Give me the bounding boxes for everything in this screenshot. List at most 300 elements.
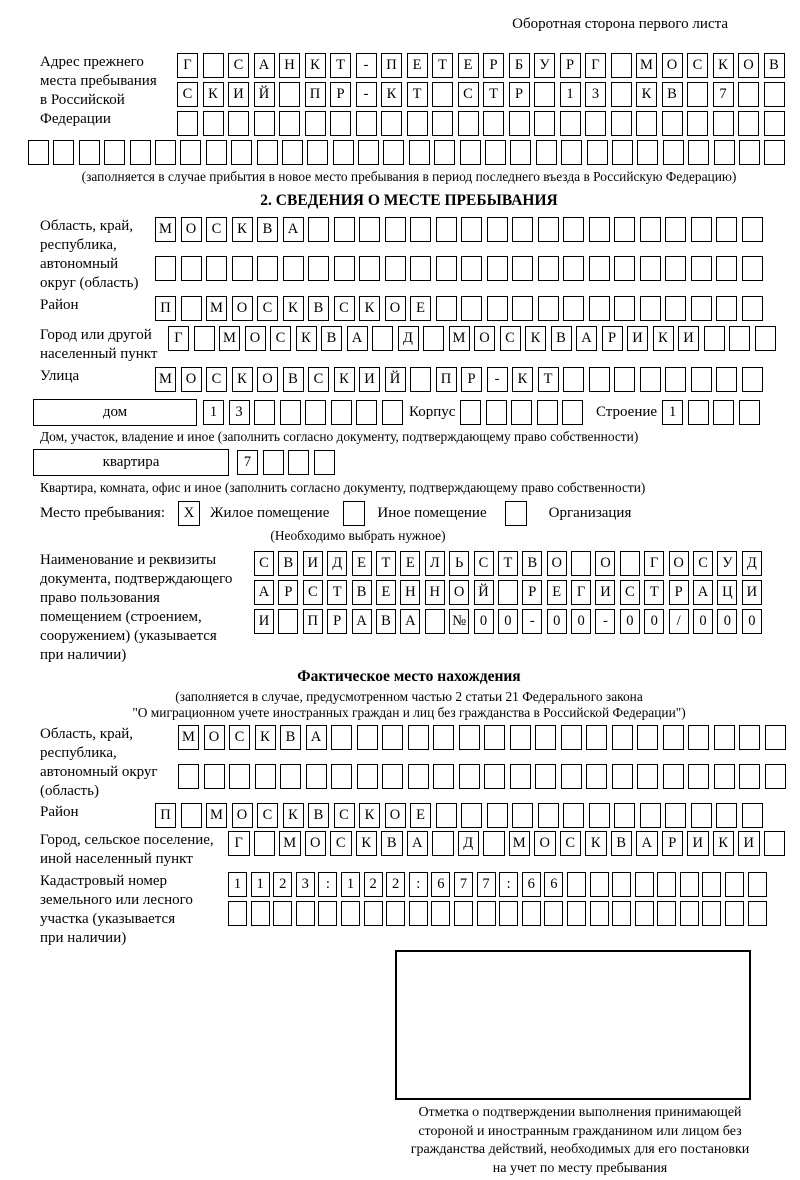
char-box[interactable]: 6 bbox=[522, 872, 541, 897]
char-box[interactable] bbox=[691, 296, 712, 321]
char-box[interactable] bbox=[314, 450, 335, 475]
char-box[interactable]: Г bbox=[228, 831, 250, 856]
char-box[interactable]: О bbox=[662, 53, 683, 78]
char-box[interactable] bbox=[691, 217, 712, 242]
char-box[interactable] bbox=[278, 609, 298, 634]
char-box[interactable]: Д bbox=[458, 831, 480, 856]
char-box[interactable] bbox=[688, 400, 709, 425]
char-box[interactable]: О bbox=[449, 580, 469, 605]
char-box[interactable] bbox=[423, 326, 444, 351]
char-box[interactable] bbox=[590, 872, 609, 897]
char-box[interactable]: Р bbox=[522, 580, 542, 605]
char-box[interactable] bbox=[538, 256, 559, 281]
char-box[interactable] bbox=[713, 111, 734, 136]
char-box[interactable] bbox=[333, 140, 354, 165]
char-box[interactable] bbox=[563, 217, 584, 242]
char-box[interactable] bbox=[716, 296, 737, 321]
char-box[interactable]: А bbox=[283, 217, 304, 242]
char-box[interactable] bbox=[511, 400, 532, 425]
char-box[interactable] bbox=[306, 764, 327, 789]
char-box[interactable] bbox=[296, 901, 315, 926]
char-box[interactable]: М bbox=[509, 831, 531, 856]
char-box[interactable]: Г bbox=[644, 551, 664, 576]
char-box[interactable] bbox=[410, 217, 431, 242]
char-box[interactable]: С bbox=[254, 551, 274, 576]
char-box[interactable]: Е bbox=[376, 580, 396, 605]
region-row-1[interactable] bbox=[155, 217, 767, 242]
char-box[interactable]: Д bbox=[742, 551, 762, 576]
char-box[interactable] bbox=[433, 725, 454, 750]
char-box[interactable] bbox=[273, 901, 292, 926]
char-box[interactable] bbox=[282, 140, 303, 165]
checkbox-other-premises[interactable] bbox=[343, 501, 365, 526]
char-box[interactable] bbox=[612, 901, 631, 926]
char-box[interactable]: Р bbox=[461, 367, 482, 392]
char-box[interactable]: 7 bbox=[713, 82, 734, 107]
char-box[interactable] bbox=[665, 217, 686, 242]
char-box[interactable] bbox=[458, 111, 479, 136]
char-box[interactable] bbox=[510, 764, 531, 789]
char-box[interactable] bbox=[330, 111, 351, 136]
char-box[interactable]: И bbox=[738, 831, 760, 856]
char-box[interactable] bbox=[534, 111, 555, 136]
char-box[interactable] bbox=[512, 296, 533, 321]
char-box[interactable]: Й bbox=[474, 580, 494, 605]
char-box[interactable]: - bbox=[356, 53, 377, 78]
char-box[interactable] bbox=[764, 831, 786, 856]
char-box[interactable] bbox=[702, 872, 721, 897]
cadastral-row-2[interactable] bbox=[228, 901, 770, 926]
char-box[interactable] bbox=[663, 140, 684, 165]
char-box[interactable] bbox=[231, 140, 252, 165]
char-box[interactable]: В bbox=[611, 831, 633, 856]
char-box[interactable] bbox=[563, 803, 584, 828]
char-box[interactable] bbox=[255, 764, 276, 789]
char-box[interactable] bbox=[254, 111, 275, 136]
char-box[interactable] bbox=[537, 400, 558, 425]
char-box[interactable]: О bbox=[385, 296, 406, 321]
char-box[interactable]: О bbox=[738, 53, 759, 78]
char-box[interactable] bbox=[410, 367, 431, 392]
char-box[interactable] bbox=[487, 296, 508, 321]
char-box[interactable] bbox=[331, 725, 352, 750]
char-box[interactable]: О bbox=[474, 326, 495, 351]
char-box[interactable] bbox=[663, 764, 684, 789]
char-box[interactable] bbox=[382, 400, 403, 425]
char-box[interactable] bbox=[739, 140, 760, 165]
cadastral-row-1[interactable] bbox=[228, 872, 770, 897]
char-box[interactable] bbox=[640, 367, 661, 392]
char-box[interactable]: К bbox=[525, 326, 546, 351]
char-box[interactable] bbox=[460, 140, 481, 165]
char-box[interactable]: А bbox=[693, 580, 713, 605]
char-box[interactable] bbox=[180, 140, 201, 165]
char-box[interactable] bbox=[636, 111, 657, 136]
char-box[interactable] bbox=[640, 256, 661, 281]
char-box[interactable]: : bbox=[409, 872, 428, 897]
char-box[interactable] bbox=[716, 803, 737, 828]
char-box[interactable] bbox=[483, 111, 504, 136]
char-box[interactable]: Р bbox=[278, 580, 298, 605]
char-box[interactable] bbox=[611, 82, 632, 107]
char-box[interactable]: Р bbox=[327, 609, 347, 634]
char-box[interactable] bbox=[640, 217, 661, 242]
char-box[interactable] bbox=[410, 256, 431, 281]
char-box[interactable]: С bbox=[330, 831, 352, 856]
char-box[interactable] bbox=[713, 400, 734, 425]
char-box[interactable] bbox=[305, 400, 326, 425]
char-box[interactable] bbox=[382, 764, 403, 789]
char-box[interactable] bbox=[637, 764, 658, 789]
char-box[interactable]: О bbox=[595, 551, 615, 576]
char-box[interactable]: А bbox=[576, 326, 597, 351]
char-box[interactable]: О bbox=[232, 296, 253, 321]
char-box[interactable] bbox=[356, 400, 377, 425]
char-box[interactable] bbox=[567, 901, 586, 926]
char-box[interactable]: М bbox=[155, 367, 176, 392]
char-box[interactable] bbox=[589, 367, 610, 392]
char-box[interactable] bbox=[357, 725, 378, 750]
prev-address-row-4[interactable] bbox=[28, 140, 790, 165]
char-box[interactable]: А bbox=[306, 725, 327, 750]
char-box[interactable]: П bbox=[305, 82, 326, 107]
char-box[interactable]: О bbox=[232, 803, 253, 828]
char-box[interactable]: А bbox=[352, 609, 372, 634]
char-box[interactable] bbox=[729, 326, 750, 351]
char-box[interactable]: П bbox=[303, 609, 323, 634]
char-box[interactable]: Е bbox=[352, 551, 372, 576]
char-box[interactable]: 0 bbox=[571, 609, 591, 634]
char-box[interactable]: К bbox=[334, 367, 355, 392]
char-box[interactable] bbox=[386, 901, 405, 926]
char-box[interactable] bbox=[308, 256, 329, 281]
char-box[interactable]: А bbox=[407, 831, 429, 856]
korpus-row[interactable] bbox=[460, 400, 588, 425]
char-box[interactable]: В bbox=[283, 367, 304, 392]
char-box[interactable] bbox=[461, 803, 482, 828]
district-row[interactable] bbox=[155, 296, 767, 321]
char-box[interactable]: П bbox=[436, 367, 457, 392]
char-box[interactable] bbox=[586, 725, 607, 750]
char-box[interactable]: 1 bbox=[228, 872, 247, 897]
char-box[interactable]: В bbox=[551, 326, 572, 351]
char-box[interactable]: М bbox=[155, 217, 176, 242]
char-box[interactable]: М bbox=[219, 326, 240, 351]
char-box[interactable]: Г bbox=[177, 53, 198, 78]
char-box[interactable]: Ь bbox=[449, 551, 469, 576]
char-box[interactable]: И bbox=[742, 580, 762, 605]
street-row[interactable] bbox=[155, 367, 767, 392]
char-box[interactable] bbox=[614, 803, 635, 828]
char-box[interactable]: Г bbox=[168, 326, 189, 351]
char-box[interactable] bbox=[382, 725, 403, 750]
char-box[interactable]: У bbox=[534, 53, 555, 78]
char-box[interactable] bbox=[409, 140, 430, 165]
char-box[interactable]: Т bbox=[498, 551, 518, 576]
char-box[interactable]: О bbox=[181, 367, 202, 392]
char-box[interactable]: О bbox=[245, 326, 266, 351]
char-box[interactable] bbox=[280, 764, 301, 789]
char-box[interactable]: - bbox=[595, 609, 615, 634]
char-box[interactable] bbox=[334, 256, 355, 281]
char-box[interactable]: Е bbox=[458, 53, 479, 78]
char-box[interactable] bbox=[283, 256, 304, 281]
char-box[interactable]: О bbox=[204, 725, 225, 750]
char-box[interactable] bbox=[742, 296, 763, 321]
checkbox-residential[interactable]: X bbox=[178, 501, 200, 526]
char-box[interactable]: С bbox=[177, 82, 198, 107]
char-box[interactable]: К bbox=[296, 326, 317, 351]
char-box[interactable]: М bbox=[636, 53, 657, 78]
char-box[interactable] bbox=[436, 296, 457, 321]
char-box[interactable]: Н bbox=[400, 580, 420, 605]
char-box[interactable] bbox=[408, 764, 429, 789]
char-box[interactable] bbox=[612, 140, 633, 165]
char-box[interactable]: В bbox=[308, 803, 329, 828]
region-row-2[interactable] bbox=[155, 256, 767, 281]
char-box[interactable]: У bbox=[717, 551, 737, 576]
char-box[interactable]: О bbox=[385, 803, 406, 828]
char-box[interactable]: № bbox=[449, 609, 469, 634]
char-box[interactable]: К bbox=[283, 803, 304, 828]
char-box[interactable] bbox=[341, 901, 360, 926]
char-box[interactable]: Д bbox=[327, 551, 347, 576]
char-box[interactable]: К bbox=[359, 803, 380, 828]
char-box[interactable]: К bbox=[255, 725, 276, 750]
char-box[interactable] bbox=[589, 256, 610, 281]
char-box[interactable]: С bbox=[308, 367, 329, 392]
char-box[interactable]: И bbox=[687, 831, 709, 856]
char-box[interactable] bbox=[425, 609, 445, 634]
char-box[interactable] bbox=[257, 140, 278, 165]
char-box[interactable]: М bbox=[279, 831, 301, 856]
char-box[interactable] bbox=[356, 111, 377, 136]
char-box[interactable] bbox=[177, 111, 198, 136]
char-box[interactable] bbox=[512, 217, 533, 242]
char-box[interactable] bbox=[459, 764, 480, 789]
char-box[interactable] bbox=[130, 140, 151, 165]
char-box[interactable] bbox=[714, 725, 735, 750]
char-box[interactable] bbox=[254, 831, 276, 856]
char-box[interactable] bbox=[436, 256, 457, 281]
char-box[interactable] bbox=[614, 367, 635, 392]
char-box[interactable]: Т bbox=[538, 367, 559, 392]
char-box[interactable] bbox=[104, 140, 125, 165]
char-box[interactable]: В bbox=[376, 609, 396, 634]
city-row[interactable] bbox=[168, 326, 780, 351]
char-box[interactable]: 6 bbox=[431, 872, 450, 897]
char-box[interactable] bbox=[702, 901, 721, 926]
char-box[interactable] bbox=[512, 256, 533, 281]
char-box[interactable]: 0 bbox=[644, 609, 664, 634]
char-box[interactable] bbox=[748, 901, 767, 926]
char-box[interactable]: С bbox=[228, 53, 249, 78]
char-box[interactable] bbox=[725, 872, 744, 897]
char-box[interactable]: К bbox=[381, 82, 402, 107]
char-box[interactable] bbox=[232, 256, 253, 281]
char-box[interactable] bbox=[563, 367, 584, 392]
char-box[interactable]: О bbox=[257, 367, 278, 392]
char-box[interactable] bbox=[589, 217, 610, 242]
char-box[interactable]: 0 bbox=[620, 609, 640, 634]
char-box[interactable] bbox=[563, 296, 584, 321]
char-box[interactable]: 2 bbox=[364, 872, 383, 897]
char-box[interactable]: 6 bbox=[544, 872, 563, 897]
char-box[interactable] bbox=[687, 82, 708, 107]
char-box[interactable]: Т bbox=[330, 53, 351, 78]
char-box[interactable] bbox=[79, 140, 100, 165]
char-box[interactable]: 0 bbox=[474, 609, 494, 634]
char-box[interactable]: П bbox=[155, 803, 176, 828]
char-box[interactable]: К bbox=[585, 831, 607, 856]
char-box[interactable]: 3 bbox=[585, 82, 606, 107]
char-box[interactable] bbox=[611, 111, 632, 136]
char-box[interactable] bbox=[742, 367, 763, 392]
char-box[interactable]: С bbox=[560, 831, 582, 856]
char-box[interactable] bbox=[562, 400, 583, 425]
char-box[interactable]: 7 bbox=[454, 872, 473, 897]
char-box[interactable] bbox=[590, 901, 609, 926]
char-box[interactable]: Т bbox=[376, 551, 396, 576]
char-box[interactable] bbox=[765, 764, 786, 789]
char-box[interactable] bbox=[509, 111, 530, 136]
char-box[interactable] bbox=[433, 764, 454, 789]
char-box[interactable]: Й bbox=[385, 367, 406, 392]
char-box[interactable]: С bbox=[270, 326, 291, 351]
char-box[interactable] bbox=[436, 803, 457, 828]
char-box[interactable] bbox=[536, 140, 557, 165]
char-box[interactable]: 2 bbox=[273, 872, 292, 897]
char-box[interactable] bbox=[587, 140, 608, 165]
char-box[interactable] bbox=[612, 725, 633, 750]
char-box[interactable]: Д bbox=[398, 326, 419, 351]
al-city-row[interactable] bbox=[228, 831, 789, 856]
char-box[interactable] bbox=[359, 217, 380, 242]
char-box[interactable] bbox=[688, 764, 709, 789]
char-box[interactable]: М bbox=[449, 326, 470, 351]
char-box[interactable] bbox=[535, 764, 556, 789]
char-box[interactable]: И bbox=[595, 580, 615, 605]
char-box[interactable] bbox=[589, 803, 610, 828]
char-box[interactable] bbox=[203, 53, 224, 78]
char-box[interactable]: В bbox=[764, 53, 785, 78]
char-box[interactable]: К bbox=[636, 82, 657, 107]
char-box[interactable] bbox=[487, 256, 508, 281]
prev-address-row-2[interactable] bbox=[177, 82, 789, 107]
char-box[interactable] bbox=[381, 111, 402, 136]
char-box[interactable] bbox=[178, 764, 199, 789]
char-box[interactable] bbox=[665, 256, 686, 281]
char-box[interactable] bbox=[704, 326, 725, 351]
char-box[interactable]: 0 bbox=[717, 609, 737, 634]
char-box[interactable]: 0 bbox=[498, 609, 518, 634]
char-box[interactable]: Г bbox=[571, 580, 591, 605]
char-box[interactable] bbox=[586, 764, 607, 789]
char-box[interactable] bbox=[461, 217, 482, 242]
char-box[interactable] bbox=[567, 872, 586, 897]
char-box[interactable] bbox=[280, 400, 301, 425]
char-box[interactable] bbox=[487, 217, 508, 242]
char-box[interactable]: Е bbox=[410, 803, 431, 828]
char-box[interactable] bbox=[657, 901, 676, 926]
char-box[interactable]: А bbox=[254, 580, 274, 605]
char-box[interactable] bbox=[691, 256, 712, 281]
char-box[interactable]: К bbox=[232, 217, 253, 242]
char-box[interactable] bbox=[538, 296, 559, 321]
char-box[interactable]: В bbox=[662, 82, 683, 107]
char-box[interactable] bbox=[510, 725, 531, 750]
char-box[interactable] bbox=[279, 111, 300, 136]
char-box[interactable] bbox=[434, 140, 455, 165]
char-box[interactable]: А bbox=[254, 53, 275, 78]
char-box[interactable]: В bbox=[381, 831, 403, 856]
char-box[interactable]: Р bbox=[662, 831, 684, 856]
char-box[interactable] bbox=[454, 901, 473, 926]
char-box[interactable]: В bbox=[280, 725, 301, 750]
char-box[interactable] bbox=[538, 217, 559, 242]
prev-address-row-1[interactable] bbox=[177, 53, 789, 78]
char-box[interactable]: - bbox=[356, 82, 377, 107]
char-box[interactable]: С bbox=[303, 580, 323, 605]
char-box[interactable] bbox=[28, 140, 49, 165]
char-box[interactable] bbox=[486, 400, 507, 425]
char-box[interactable] bbox=[204, 764, 225, 789]
char-box[interactable] bbox=[334, 217, 355, 242]
char-box[interactable]: К bbox=[653, 326, 674, 351]
char-box[interactable] bbox=[263, 450, 284, 475]
char-box[interactable] bbox=[714, 764, 735, 789]
char-box[interactable] bbox=[383, 140, 404, 165]
char-box[interactable]: Ц bbox=[717, 580, 737, 605]
char-box[interactable] bbox=[739, 725, 760, 750]
char-box[interactable] bbox=[483, 831, 505, 856]
char-box[interactable] bbox=[612, 764, 633, 789]
al-region-row-2[interactable] bbox=[178, 764, 790, 789]
char-box[interactable]: И bbox=[359, 367, 380, 392]
char-box[interactable] bbox=[307, 140, 328, 165]
char-box[interactable]: 1 bbox=[203, 400, 224, 425]
char-box[interactable]: Й bbox=[254, 82, 275, 107]
char-box[interactable]: Р bbox=[602, 326, 623, 351]
stroenie-row[interactable] bbox=[662, 400, 764, 425]
char-box[interactable] bbox=[203, 111, 224, 136]
char-box[interactable] bbox=[716, 256, 737, 281]
char-box[interactable]: - bbox=[487, 367, 508, 392]
char-box[interactable] bbox=[538, 803, 559, 828]
char-box[interactable]: О bbox=[305, 831, 327, 856]
char-box[interactable]: 0 bbox=[547, 609, 567, 634]
char-box[interactable]: И bbox=[627, 326, 648, 351]
char-box[interactable]: Т bbox=[407, 82, 428, 107]
char-box[interactable]: Т bbox=[483, 82, 504, 107]
char-box[interactable]: А bbox=[347, 326, 368, 351]
char-box[interactable]: Р bbox=[560, 53, 581, 78]
char-box[interactable]: С bbox=[206, 217, 227, 242]
char-box[interactable] bbox=[691, 367, 712, 392]
prev-address-row-3[interactable] bbox=[177, 111, 789, 136]
char-box[interactable] bbox=[665, 296, 686, 321]
char-box[interactable] bbox=[279, 82, 300, 107]
char-box[interactable] bbox=[725, 901, 744, 926]
char-box[interactable] bbox=[620, 551, 640, 576]
char-box[interactable] bbox=[748, 872, 767, 897]
char-box[interactable]: К bbox=[713, 53, 734, 78]
char-box[interactable] bbox=[560, 111, 581, 136]
char-box[interactable] bbox=[637, 725, 658, 750]
char-box[interactable]: О bbox=[534, 831, 556, 856]
char-box[interactable]: К bbox=[305, 53, 326, 78]
char-box[interactable] bbox=[739, 764, 760, 789]
